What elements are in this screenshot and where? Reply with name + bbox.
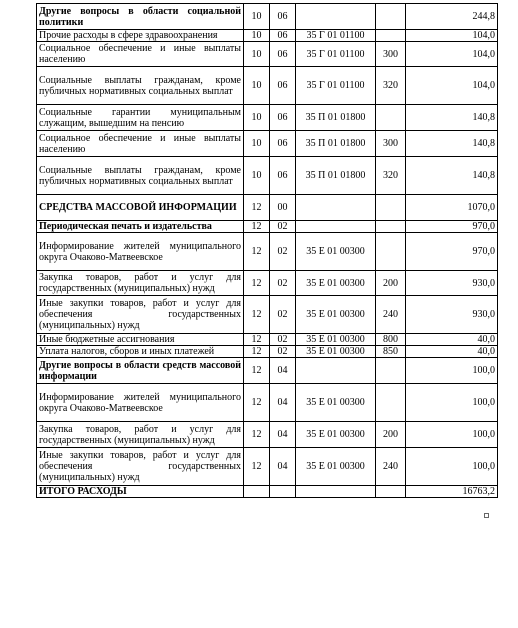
row-amount: 970,0: [406, 221, 498, 233]
row-section: 12: [244, 346, 270, 358]
row-target-article: 35 Е 01 00300: [296, 233, 376, 271]
row-expense-type: 300: [376, 42, 406, 67]
row-name: Информирование жителей муниципального округа Очаково-Матвеевское: [37, 233, 244, 271]
row-amount: 100,0: [406, 422, 498, 448]
row-expense-type: [376, 30, 406, 42]
row-section: 12: [244, 448, 270, 486]
row-subsection: 04: [270, 358, 296, 384]
row-amount: 140,8: [406, 105, 498, 131]
row-name: Иные бюджетные ассигнования: [37, 334, 244, 346]
row-target-article: 35 П 01 01800: [296, 105, 376, 131]
row-subsection: 00: [270, 195, 296, 221]
row-amount: 140,8: [406, 157, 498, 195]
row-expense-type: 240: [376, 448, 406, 486]
row-subsection: 02: [270, 221, 296, 233]
row-subsection: 06: [270, 157, 296, 195]
row-section: 12: [244, 195, 270, 221]
row-section: 12: [244, 271, 270, 296]
row-amount: 104,0: [406, 42, 498, 67]
row-subsection: 02: [270, 334, 296, 346]
table-row: [37, 422, 498, 448]
row-target-article: 35 Г 01 01100: [296, 42, 376, 67]
table-row: [37, 195, 498, 221]
row-name: Социальные выплаты гражданам, кроме публичных нормативных социальных выплат: [37, 67, 244, 105]
row-section: 10: [244, 105, 270, 131]
row-subsection: 02: [270, 271, 296, 296]
row-subsection: 04: [270, 384, 296, 422]
row-section: 12: [244, 384, 270, 422]
document-page: [36, 3, 497, 498]
row-subsection: 02: [270, 346, 296, 358]
row-name: Информирование жителей муниципального округа Очаково-Матвеевское: [37, 384, 244, 422]
row-section: 12: [244, 422, 270, 448]
total-label: ИТОГО РАСХОДЫ: [37, 486, 244, 498]
row-amount: 104,0: [406, 67, 498, 105]
row-target-article: 35 Е 01 00300: [296, 296, 376, 334]
row-subsection: 06: [270, 105, 296, 131]
row-target-article: [296, 195, 376, 221]
row-target-article: 35 П 01 01800: [296, 157, 376, 195]
row-expense-type: 240: [376, 296, 406, 334]
row-section: 10: [244, 42, 270, 67]
row-amount: 970,0: [406, 233, 498, 271]
row-expense-type: 300: [376, 131, 406, 157]
table-row: [37, 30, 498, 42]
row-target-article: 35 Е 01 00300: [296, 384, 376, 422]
row-subsection: 06: [270, 42, 296, 67]
table-row: [37, 448, 498, 486]
row-expense-type: 320: [376, 67, 406, 105]
row-amount: 100,0: [406, 384, 498, 422]
row-amount: 930,0: [406, 271, 498, 296]
row-target-article: [296, 4, 376, 30]
table-row: [37, 221, 498, 233]
row-target-article: 35 Е 01 00300: [296, 334, 376, 346]
table-row: [37, 4, 498, 30]
row-subsection: 06: [270, 67, 296, 105]
table-row: [37, 157, 498, 195]
row-subsection: 06: [270, 4, 296, 30]
row-name: Закупка товаров, работ и услуг для государственных (муниципальных) нужд: [37, 271, 244, 296]
row-name: Социальное обеспечение и иные выплаты населению: [37, 131, 244, 157]
row-amount: 244,8: [406, 4, 498, 30]
row-target-article: 35 П 01 01800: [296, 131, 376, 157]
row-section: 12: [244, 233, 270, 271]
row-target-article: 35 Е 01 00300: [296, 422, 376, 448]
total-row: [37, 486, 498, 498]
total-empty-cell: [376, 486, 406, 498]
row-target-article: 35 Е 01 00300: [296, 346, 376, 358]
row-section: 10: [244, 4, 270, 30]
table-row: [37, 296, 498, 334]
row-subsection: 04: [270, 422, 296, 448]
row-section: 12: [244, 296, 270, 334]
row-subsection: 02: [270, 296, 296, 334]
table-row: [37, 131, 498, 157]
row-subsection: 02: [270, 233, 296, 271]
row-expense-type: 850: [376, 346, 406, 358]
row-expense-type: [376, 384, 406, 422]
table-row: [37, 105, 498, 131]
row-name: Иные закупки товаров, работ и услуг для обеспечения государственных (муниципальных) нужд: [37, 448, 244, 486]
row-section: 10: [244, 30, 270, 42]
row-expense-type: 200: [376, 422, 406, 448]
row-expense-type: [376, 221, 406, 233]
row-subsection: 04: [270, 448, 296, 486]
row-expense-type: [376, 195, 406, 221]
row-amount: 100,0: [406, 448, 498, 486]
table-row: [37, 334, 498, 346]
row-name: Закупка товаров, работ и услуг для государственных (муниципальных) нужд: [37, 422, 244, 448]
table-row: [37, 358, 498, 384]
table-row: [37, 271, 498, 296]
row-name: Социальные выплаты гражданам, кроме публичных нормативных социальных выплат: [37, 157, 244, 195]
row-amount: 40,0: [406, 346, 498, 358]
table-row: [37, 233, 498, 271]
row-expense-type: 200: [376, 271, 406, 296]
row-amount: 40,0: [406, 334, 498, 346]
total-empty-cell: [270, 486, 296, 498]
table-body: [37, 4, 498, 486]
row-name: Периодическая печать и издательства: [37, 221, 244, 233]
row-section: 10: [244, 67, 270, 105]
row-section: 12: [244, 334, 270, 346]
row-name: Прочие расходы в сфере здравоохранения: [37, 30, 244, 42]
row-target-article: 35 Г 01 01100: [296, 30, 376, 42]
table-row: [37, 384, 498, 422]
row-expense-type: [376, 358, 406, 384]
total-empty-cell: [296, 486, 376, 498]
row-name: Социальные гарантии муниципальным служащим, вышедшим на пенсию: [37, 105, 244, 131]
table-row: [37, 42, 498, 67]
row-name: Другие вопросы в области социальной политики: [37, 4, 244, 30]
budget-expenditure-table: [36, 3, 498, 498]
table-resize-handle[interactable]: [484, 513, 489, 518]
row-amount: 104,0: [406, 30, 498, 42]
row-amount: 930,0: [406, 296, 498, 334]
total-sum: 16763,2: [406, 486, 498, 498]
total-empty-cell: [244, 486, 270, 498]
row-expense-type: [376, 233, 406, 271]
row-subsection: 06: [270, 131, 296, 157]
row-section: 12: [244, 221, 270, 233]
row-section: 10: [244, 131, 270, 157]
row-name: Социальное обеспечение и иные выплаты населению: [37, 42, 244, 67]
row-name: СРЕДСТВА МАССОВОЙ ИНФОРМАЦИИ: [37, 195, 244, 221]
row-subsection: 06: [270, 30, 296, 42]
row-target-article: 35 Е 01 00300: [296, 448, 376, 486]
row-target-article: [296, 221, 376, 233]
row-expense-type: [376, 105, 406, 131]
row-name: Уплата налогов, сборов и иных платежей: [37, 346, 244, 358]
row-expense-type: 800: [376, 334, 406, 346]
row-amount: 1070,0: [406, 195, 498, 221]
row-amount: 100,0: [406, 358, 498, 384]
table-row: [37, 67, 498, 105]
row-name: Иные закупки товаров, работ и услуг для обеспечения государственных (муниципальных) нужд: [37, 296, 244, 334]
row-amount: 140,8: [406, 131, 498, 157]
table-row: [37, 346, 498, 358]
row-target-article: 35 Е 01 00300: [296, 271, 376, 296]
row-expense-type: 320: [376, 157, 406, 195]
row-name: Другие вопросы в области средств массовой информации: [37, 358, 244, 384]
row-target-article: [296, 358, 376, 384]
row-target-article: 35 Г 01 01100: [296, 67, 376, 105]
row-expense-type: [376, 4, 406, 30]
row-section: 10: [244, 157, 270, 195]
row-section: 12: [244, 358, 270, 384]
